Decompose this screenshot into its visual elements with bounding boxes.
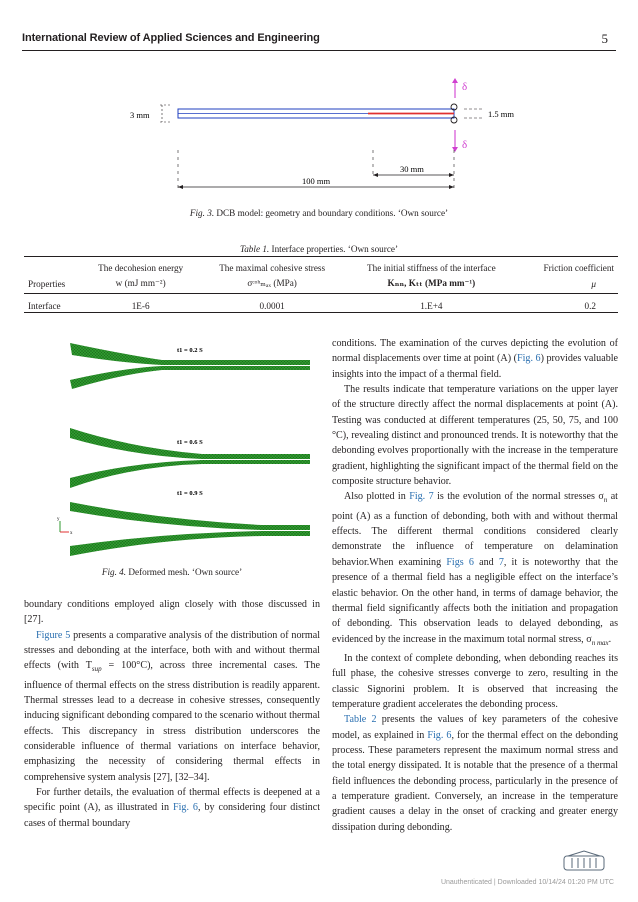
col-header-w-line2: w (mJ mm⁻²) bbox=[82, 274, 200, 294]
dim-length-label: 100 mm bbox=[302, 176, 331, 186]
table-2-link[interactable]: Table 2 bbox=[344, 714, 377, 726]
mesh-panel-2 bbox=[70, 428, 310, 488]
publisher-logo-icon bbox=[562, 850, 606, 872]
col-header-sigma-line2: σᶜᵒʰₘₐₓ (MPa) bbox=[200, 274, 345, 294]
cell-sigma: 0.0001 bbox=[200, 294, 345, 313]
mesh-panel-3 bbox=[70, 490, 310, 556]
mesh-panel-1 bbox=[70, 343, 310, 389]
mesh-label-3: t1 = 0.9 S bbox=[177, 490, 203, 497]
right-column-text bbox=[332, 336, 618, 835]
page-number: 5 bbox=[601, 31, 608, 46]
figure-4-caption-text: Deformed mesh. ‘Own source’ bbox=[126, 567, 243, 577]
figure-5-link[interactable]: Figure 5 bbox=[36, 629, 71, 641]
figure-6c-link[interactable]: Fig. 6 bbox=[427, 729, 452, 741]
dim-half-label: 1.5 mm bbox=[488, 109, 514, 119]
figure-3-caption-label: Fig. 3. bbox=[189, 208, 215, 218]
dim-thickness-label: 3 mm bbox=[130, 110, 150, 120]
left-paragraph-1: boundary conditions employed align closely with those discussed in [27]. bbox=[24, 599, 320, 626]
figure-7-link[interactable]: Fig. 7 bbox=[409, 491, 434, 503]
col-header-properties: Properties bbox=[24, 274, 82, 294]
dim-crack-label: 30 mm bbox=[400, 164, 424, 174]
figure-7b-link[interactable]: 7 bbox=[498, 556, 504, 568]
figure-6-link[interactable]: Fig. 6 bbox=[172, 802, 198, 814]
table-1-caption-text: Interface properties. ‘Own source’ bbox=[269, 244, 399, 254]
figure-3-caption bbox=[0, 208, 638, 218]
cell-w: 1E-6 bbox=[82, 294, 200, 313]
right-paragraph-1: conditions. The examination of the curves depicting the evolution of normal displacements over time at point (A) (Fig. 6) provides valuable insights into the impact of a thermal field. bbox=[332, 338, 619, 380]
table-row bbox=[24, 294, 618, 313]
mesh-label-1: t1 = 0.2 S bbox=[177, 347, 203, 354]
left-paragraph-3: For further details, the evaluation of thermal effects is deepened at a specific point (A), as illustrated in Fig. 6, by considering four distinct cases of thermal boundary bbox=[24, 787, 321, 829]
right-paragraph-3: Also plotted in Fig. 7 is the evolution of the normal stresses $\sigma_n$ at point (A) as a function of debonding, both with and without thermal effects. The different thermal conditions considered clearly demonstrate the influence of temperature on delamination behavior.When examining Figs 6 and 7, it is noteworthy that the presence of a thermal field has a negligible effect on the interface’s elastic behavior. On the other hand, in terms of damage behavior, the thermal field significantly affects both the initiation and propagation of debonding. This observation leads to delayed debonding, as evidenced by the increase in the maximum total normal stress, $\sigma_{n max}$. bbox=[332, 491, 618, 647]
figures-6-link[interactable]: Figs 6 bbox=[446, 556, 474, 568]
cell-mu: 0.2 bbox=[518, 294, 618, 313]
col-header-k-line1: The initial stiffness of the interface bbox=[345, 257, 519, 275]
figure-3-dcb-diagram bbox=[120, 78, 540, 198]
delta-arrowhead-top bbox=[452, 78, 458, 83]
delta-label-bottom: δ bbox=[462, 139, 468, 151]
axis-y-label: y bbox=[57, 517, 60, 522]
journal-title: International Review of Applied Sciences and Engineering bbox=[22, 32, 320, 44]
axis-x-label: x bbox=[70, 531, 73, 536]
left-column-text bbox=[24, 597, 320, 831]
mesh-label-2: t1 = 0.6 S bbox=[177, 439, 203, 446]
col-header-w-line1: The decohesion energy bbox=[82, 257, 200, 275]
right-paragraph-5: Table 2 presents the values of key parameters of the cohesive model, as explained in Fig. 6, for the thermal effect on the debonding process. These parameters represent the maximum normal stress and the total energy dissipated. It is notable that the presence of a thermal field influences the debonding process, particularly in the presence of a temperature gradient. Conversely, an increase in the temperature gradient causes a delay in the onset of cracking and greater energy dissipation during debonding. bbox=[332, 714, 619, 833]
figure-6-link[interactable]: Fig. 6 bbox=[516, 353, 541, 365]
col-header-k-line2: Kₙₙ, Kₜₜ (MPa mm⁻¹) bbox=[345, 274, 519, 294]
header-rule bbox=[22, 50, 616, 51]
delta-label-top: δ bbox=[462, 81, 468, 93]
right-paragraph-2: The results indicate that temperature variations on the upper layer of the structure directly affect the normal displacements at point (A). Testing was conducted at different temperatures (25, 50, 75, and 100 °C), revealing distinct and pronounced trends. It is noteworthy that the debonding evolves proportionally with the increase in the temperature gradient, highlighting the significant impact of the thermal field on the composite structure behavior. bbox=[332, 384, 618, 488]
table-1-caption-label: Table 1. bbox=[239, 244, 270, 254]
figure-4-caption bbox=[24, 567, 320, 577]
cell-k: 1.E+4 bbox=[345, 294, 519, 313]
figure-4-deformed-mesh bbox=[52, 330, 320, 558]
col-header-sigma-line1: The maximal cohesive stress bbox=[200, 257, 345, 275]
download-footer: Unauthenticated | Downloaded 10/14/24 01:20 PM UTC bbox=[440, 879, 614, 886]
right-paragraph-4: In the context of complete debonding, when debonding reaches its full phase, the cohesive stresses converge to zero, resulting in the classic Signorini problem. It is observed that increasing the temperature gradient accelerates the debonding process. bbox=[332, 652, 618, 710]
figure-3-caption-text: DCB model: geometry and boundary conditions. ‘Own source’ bbox=[214, 208, 449, 218]
figure-4-caption-label: Fig. 4. bbox=[101, 567, 127, 577]
col-header-mu-line2: μ bbox=[518, 274, 618, 294]
delta-arrowhead-bottom bbox=[452, 147, 458, 152]
row-label: Interface bbox=[24, 294, 82, 313]
left-paragraph-2: Figure 5 presents a comparative analysis of the distribution of normal stresses and debonding at the interface, both with and without thermal effects (with $T_{sup} = 100^\circ C$), across three incremental cases. The influence of thermal effects on the stress distribution is readily apparent. Thermal stresses lead to a decrease in cohesive stresses, consequently inducing significant debonding compared to the scenario without thermal effects. This discrepancy in stress distribution underscores the considerable influence of thermal variations on interface behavior, emphasizing the necessity of considering thermal effects in comprehensive system analysis [27], [32–34]. bbox=[24, 629, 321, 783]
col-header-mu-line1: Friction coefficient bbox=[518, 257, 618, 275]
interface-properties-table bbox=[24, 256, 618, 313]
table-1-caption bbox=[0, 244, 638, 254]
